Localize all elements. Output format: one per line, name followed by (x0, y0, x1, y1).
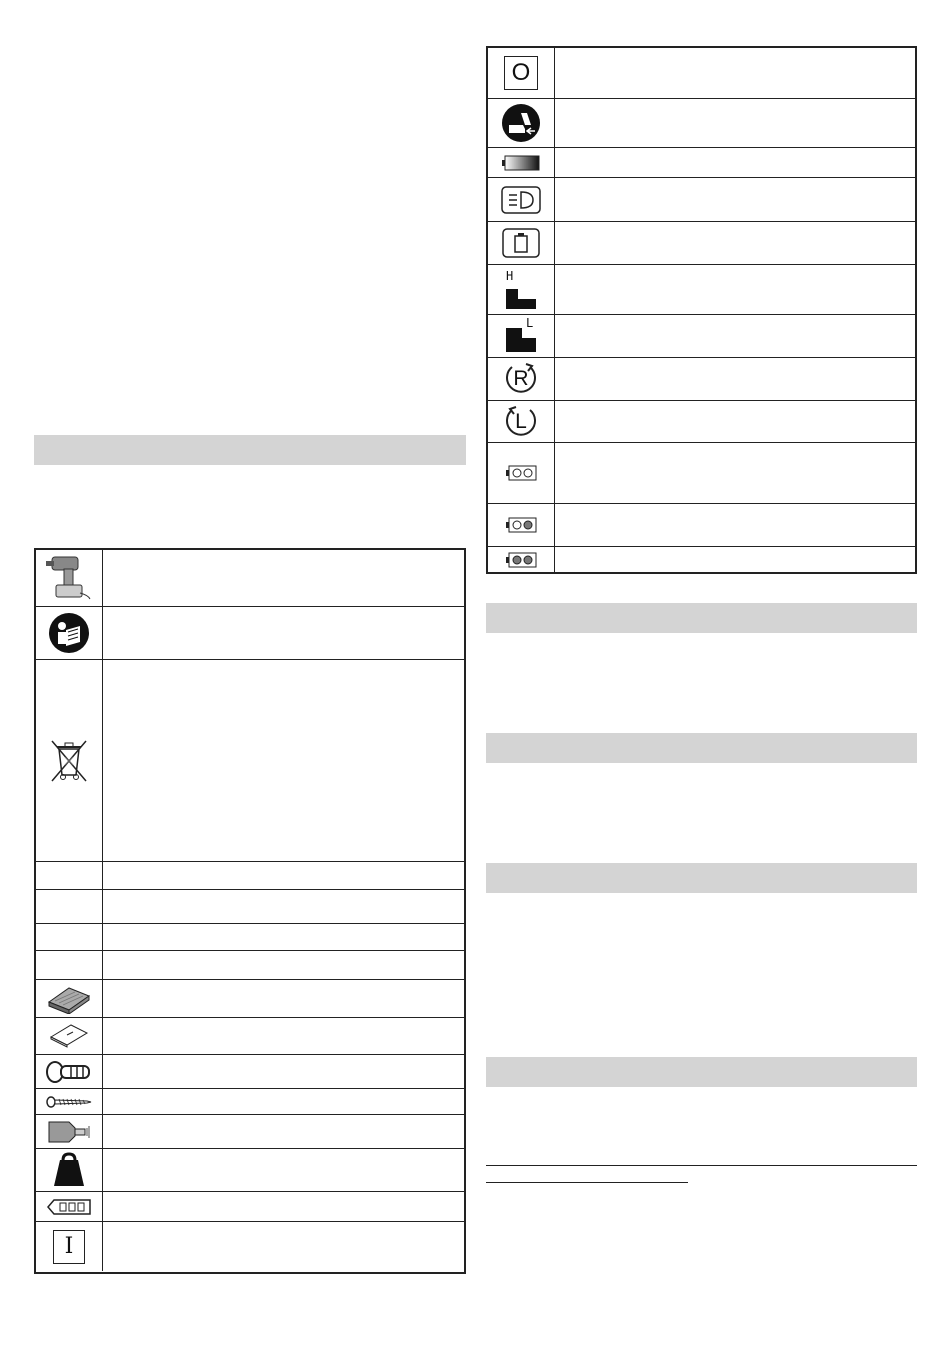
table-row (36, 660, 464, 862)
table-row (488, 315, 915, 358)
table-row (36, 951, 464, 980)
right-symbols-table (486, 46, 917, 574)
table-row (488, 504, 915, 547)
battery-pack-icon (45, 984, 93, 1014)
rotation-left-icon: L (504, 405, 538, 439)
table-row (36, 1192, 464, 1222)
table-row (36, 550, 464, 607)
table-row (488, 443, 915, 504)
left-symbols-table (34, 548, 466, 1274)
weight-icon (52, 1152, 86, 1188)
drill-chuck-icon (45, 1118, 93, 1146)
table-row (36, 1149, 464, 1192)
section-header-bar (486, 1057, 917, 1087)
table-row (488, 547, 915, 572)
off-switch-icon: O (504, 56, 538, 90)
cordless-drill-icon (44, 553, 94, 603)
table-row (36, 1115, 464, 1149)
section-header-bar (486, 863, 917, 893)
table-row (488, 178, 915, 222)
table-row (36, 1055, 464, 1089)
read-manual-icon (48, 612, 90, 654)
manual-booklet-icon (47, 1023, 91, 1049)
high-speed-icon: H (504, 271, 538, 309)
battery-gradient-icon (501, 155, 541, 171)
table-row (36, 1018, 464, 1055)
section-header-bar (486, 733, 917, 763)
section-header-bar (486, 603, 917, 633)
wood-screw-icon (45, 1096, 93, 1108)
rotation-right-icon: R (504, 362, 538, 396)
divider-line (486, 1182, 688, 1183)
charge-indicator-full-icon (505, 552, 537, 568)
charge-indicator-half-icon (505, 517, 537, 533)
led-light-icon (501, 186, 541, 214)
table-row (36, 924, 464, 951)
bolt-icon (45, 1060, 93, 1084)
section-header-bar (34, 435, 466, 465)
table-row (488, 265, 915, 315)
table-row (36, 980, 464, 1018)
table-row (36, 862, 464, 890)
remove-battery-icon (501, 103, 541, 143)
battery-empty-icon (502, 228, 540, 258)
crossed-out-bin-icon (49, 739, 89, 783)
on-switch-icon: I (53, 1230, 85, 1264)
divider-line (486, 1165, 917, 1166)
table-row (488, 99, 915, 148)
table-row (36, 890, 464, 924)
low-speed-icon: L (504, 320, 538, 352)
battery-level-icon (46, 1198, 92, 1216)
charge-indicator-empty-icon (505, 465, 537, 481)
table-row (36, 1089, 464, 1115)
table-row (488, 358, 915, 401)
table-row (488, 48, 915, 99)
table-row (488, 401, 915, 443)
table-row (488, 148, 915, 178)
table-row (488, 222, 915, 265)
table-row (36, 607, 464, 660)
table-row (36, 1222, 464, 1271)
